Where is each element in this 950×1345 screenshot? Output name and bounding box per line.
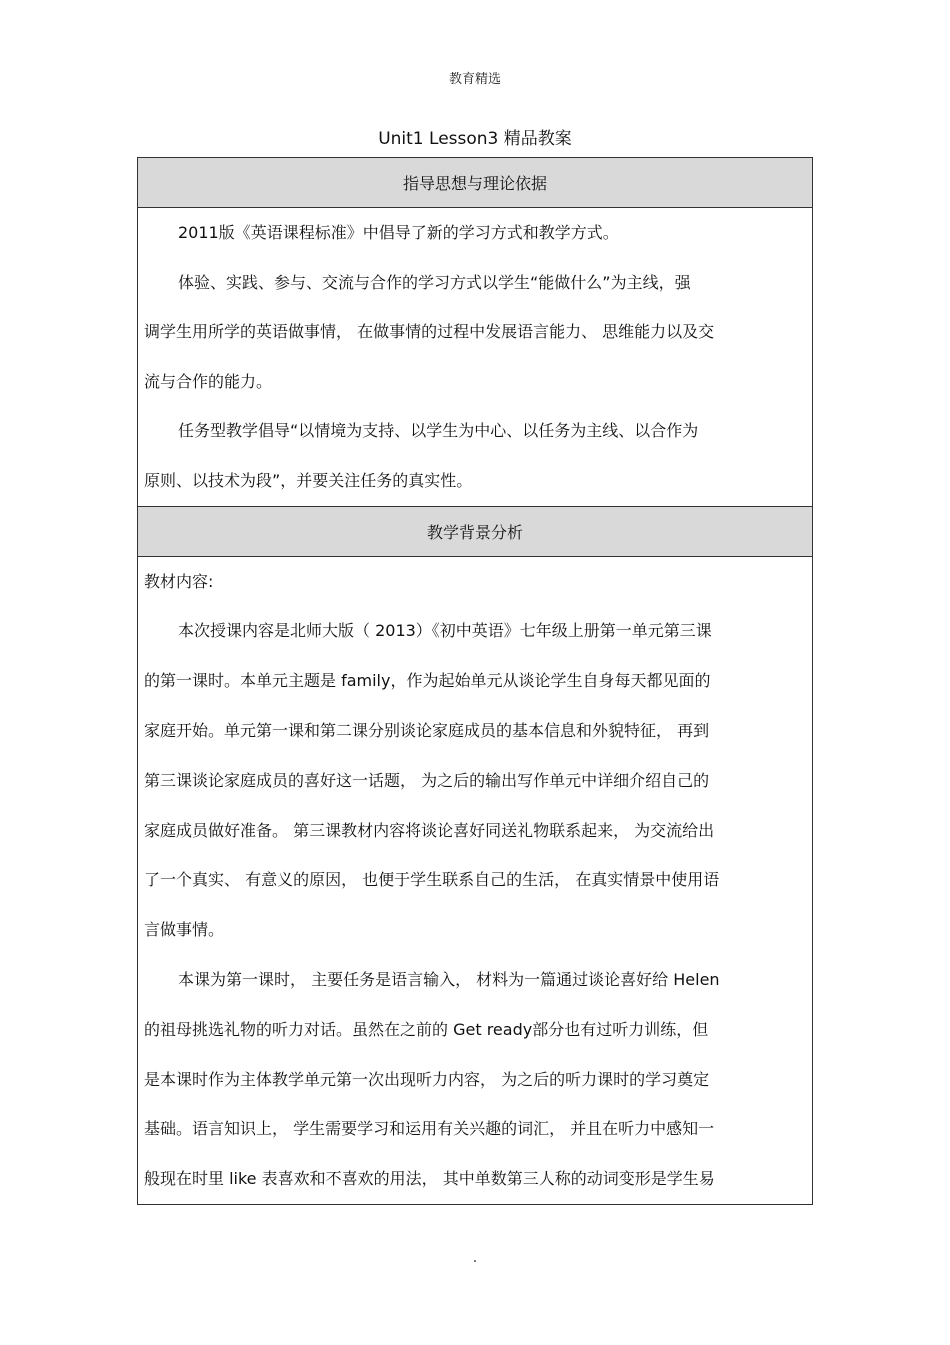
section-body-teaching-background <box>138 557 812 1204</box>
text-line: 基础。语言知识上， 学生需要学习和运用有关兴趣的词汇， 并且在听力中感知一 <box>144 1119 715 1139</box>
page-footer-mark: . <box>472 1250 478 1266</box>
document-title: Unit1 Lesson3 精品教案 <box>378 129 572 149</box>
text-line: 体验、实践、参与、交流与合作的学习方式以学生“能做什么”为主线，强 <box>178 272 691 292</box>
text-line: 本次授课内容是北师大版（ 2013）《初中英语》七年级上册第一单元第三课 <box>178 621 712 641</box>
text-line: 调学生用所学的英语做事情， 在做事情的过程中发展语言能力、 思维能力以及交 <box>144 322 715 342</box>
section-heading-guiding-theory: 指导思想与理论依据 <box>138 158 812 208</box>
lesson-plan-table <box>137 157 813 1205</box>
text-line: 流与合作的能力。 <box>144 371 273 391</box>
text-line: 般现在时里 like 表喜欢和不喜欢的用法， 其中单数第三人称的动词变形是学生易 <box>144 1169 715 1189</box>
text-line: 本课为第一课时， 主要任务是语言输入， 材料为一篇通过谈论喜好给 Helen <box>178 969 720 989</box>
text-line: 的祖母挑选礼物的听力对话。虽然在之前的 Get ready部分也有过听力训练，但 <box>144 1019 709 1039</box>
section-heading-teaching-background: 教学背景分析 <box>138 507 812 557</box>
text-line: 原则、以技术为段”，并要关注任务的真实性。 <box>144 470 473 490</box>
page-header-watermark: 教育精选 <box>448 72 501 87</box>
text-line: 第三课谈论家庭成员的喜好这一话题， 为之后的输出写作单元中详细介绍自己的 <box>144 770 710 790</box>
section-body-guiding-theory <box>138 208 812 507</box>
text-line: 的第一课时。本单元主题是 family，作为起始单元从谈论学生自身每天都见面的 <box>144 671 711 691</box>
text-line: 了一个真实、 有意义的原因， 也便于学生联系自己的生活， 在真实情景中使用语 <box>144 870 720 890</box>
subheading-textbook-content: 教材内容: <box>144 571 214 591</box>
text-line: 2011版《英语课程标准》中倡导了新的学习方式和教学方式。 <box>178 223 619 242</box>
text-line: 家庭开始。单元第一课和第二课分别谈论家庭成员的基本信息和外貌特征， 再到 <box>144 720 710 740</box>
text-line: 家庭成员做好准备。 第三课教材内容将谈论喜好同送礼物联系起来， 为交流给出 <box>144 820 715 840</box>
text-line: 是本课时作为主体教学单元第一次出现听力内容， 为之后的听力课时的学习奠定 <box>144 1069 710 1089</box>
text-line: 任务型教学倡导“以情境为支持、以学生为中心、以任务为主线、以合作为 <box>178 421 699 441</box>
text-line: 言做事情。 <box>144 920 225 940</box>
